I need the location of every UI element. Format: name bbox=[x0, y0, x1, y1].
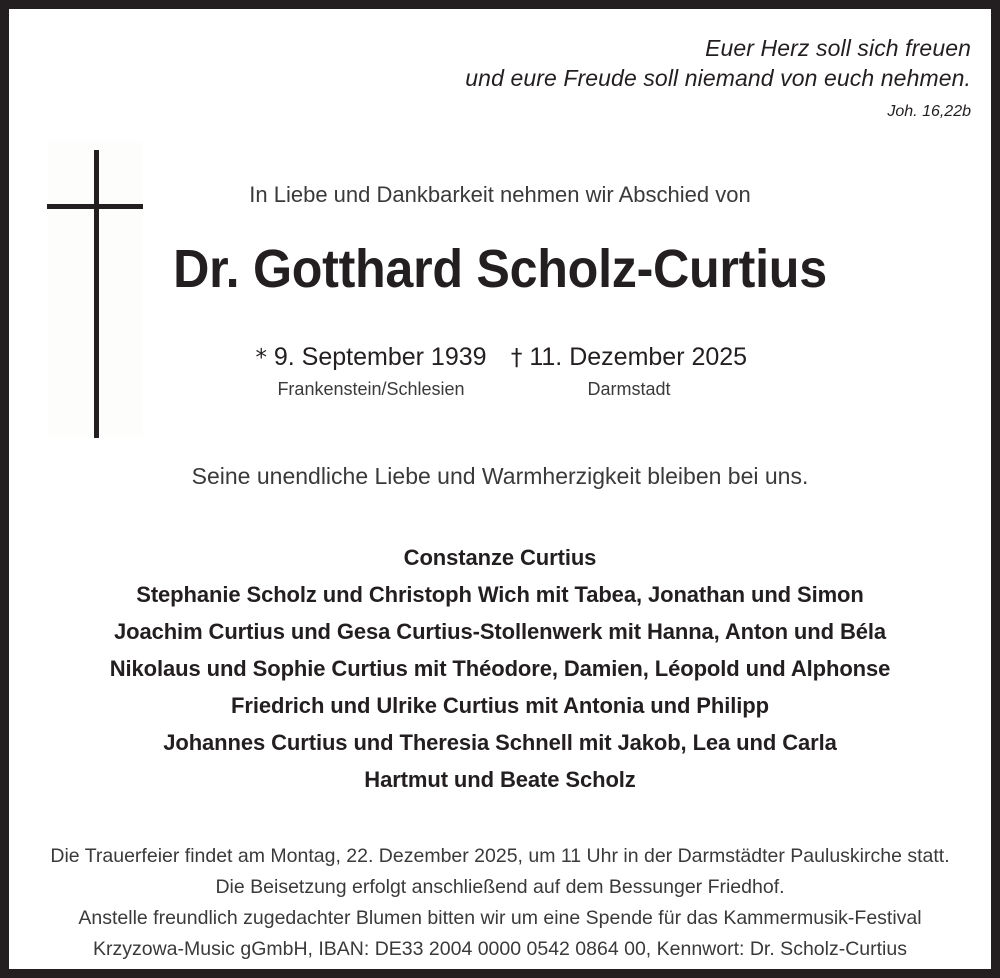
death-date-text: 11. Dezember 2025 bbox=[529, 343, 748, 371]
family-line: Stephanie Scholz und Christoph Wich mit Tabea, Jonathan und Simon bbox=[136, 582, 864, 607]
family-list bbox=[9, 539, 991, 798]
death-block bbox=[500, 341, 758, 401]
birth-block bbox=[242, 341, 500, 401]
family-line: Constanze Curtius bbox=[403, 545, 597, 570]
notice-inner bbox=[9, 9, 991, 969]
death-symbol: † bbox=[510, 345, 523, 371]
epitaph-text: Seine unendliche Liebe und Warmherzigkeit bleiben bei uns. bbox=[191, 463, 809, 489]
page-title: Dr. Gotthard Scholz-Curtius bbox=[173, 239, 827, 299]
death-date bbox=[500, 341, 758, 374]
verse-line-1: Euer Herz soll sich freuen bbox=[705, 35, 971, 61]
family-line: Nikolaus und Sophie Curtius mit Théodore, Damien, Léopold und Alphonse bbox=[109, 656, 891, 681]
birth-place: Frankenstein/Schlesien bbox=[277, 379, 465, 399]
burial-line: Die Beisetzung erfolgt anschließend auf dem Bessunger Friedhof. bbox=[215, 876, 785, 898]
donation-account-line: Krzyzowa-Music gGmbH, IBAN: DE33 2004 0000 0542 0864 00, Kennwort: Dr. Scholz-Curtius bbox=[93, 938, 907, 960]
donation-request-line: Anstelle freundlich zugedachter Blumen bitten wir um eine Spende für das Kammermusik-Festival bbox=[78, 907, 922, 929]
birth-symbol: * bbox=[255, 345, 267, 371]
bible-verse-block bbox=[331, 33, 971, 122]
death-place: Darmstadt bbox=[587, 379, 671, 399]
family-line: Joachim Curtius und Gesa Curtius-Stollenwerk mit Hanna, Anton und Béla bbox=[113, 619, 887, 644]
birth-date-text: 9. September 1939 bbox=[273, 343, 487, 371]
family-line: Friedrich und Ulrike Curtius mit Antonia und Philipp bbox=[231, 693, 769, 718]
verse-line-2: und eure Freude soll niemand von euch nehmen. bbox=[465, 65, 971, 91]
service-details bbox=[9, 841, 991, 965]
family-line: Hartmut und Beate Scholz bbox=[364, 767, 636, 792]
life-dates-row bbox=[9, 341, 991, 401]
family-line: Johannes Curtius und Theresia Schnell mit Jakob, Lea und Carla bbox=[163, 730, 837, 755]
lead-text: In Liebe und Dankbarkeit nehmen wir Abschied von bbox=[249, 182, 751, 207]
funeral-service-line: Die Trauerfeier findet am Montag, 22. Dezember 2025, um 11 Uhr in der Darmstädter Pauluskirche statt. bbox=[50, 845, 950, 867]
verse-reference: Joh. 16,22b bbox=[887, 103, 971, 120]
birth-date bbox=[242, 341, 500, 374]
